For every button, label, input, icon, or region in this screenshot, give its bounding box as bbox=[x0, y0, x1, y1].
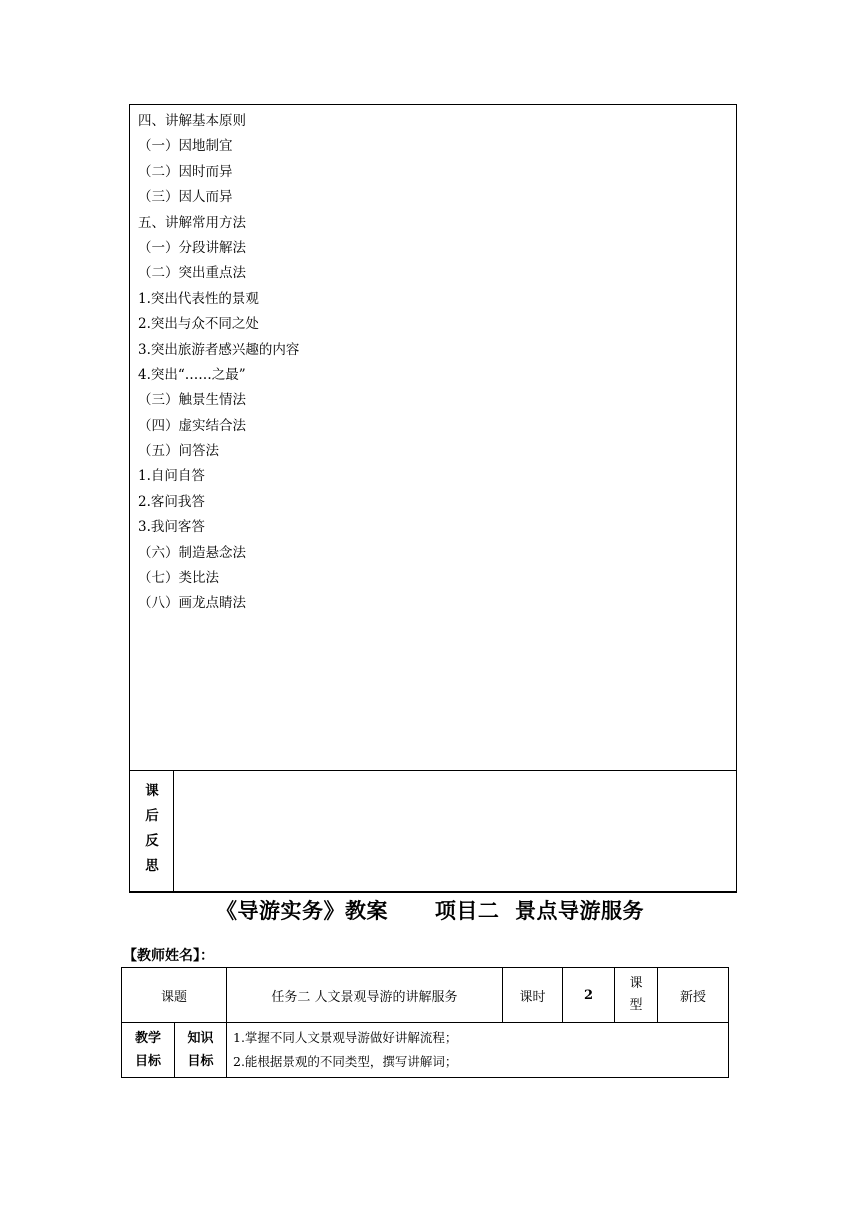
outline-item: （一）因地制宜 bbox=[138, 138, 233, 155]
lesson-table bbox=[121, 967, 729, 1078]
type-label bbox=[615, 968, 658, 1023]
reflection-label bbox=[130, 771, 174, 891]
outline-item: 2.客问我答 bbox=[138, 493, 205, 510]
type-label-char: 型 bbox=[629, 998, 643, 1013]
topic-value: 任务二 人文景观导游的讲解服务 bbox=[227, 968, 503, 1023]
outline-item: 1.自问自答 bbox=[138, 468, 205, 485]
outline-item: （三）触景生情法 bbox=[138, 392, 246, 409]
knowledge-goals bbox=[227, 1023, 729, 1078]
outline-item: 2.突出与众不同之处 bbox=[138, 316, 259, 333]
outline-item: （二）突出重点法 bbox=[138, 265, 246, 282]
document-title: 《导游实务》教案 项目二 景点导游服务 bbox=[216, 899, 644, 923]
outline-item: 3.我问客答 bbox=[138, 519, 205, 536]
outline-item: （五）问答法 bbox=[138, 443, 219, 460]
knowledge-goal-label-line: 目标 bbox=[187, 1054, 214, 1069]
outline-item: （三）因人而异 bbox=[138, 189, 233, 206]
reflection-content bbox=[180, 779, 728, 883]
outline-item: 五、讲解常用方法 bbox=[138, 214, 246, 231]
knowledge-goal-label bbox=[175, 1023, 227, 1078]
hours-value: 2 bbox=[563, 968, 615, 1023]
reflection-label-char: 后 bbox=[145, 808, 159, 824]
reflection-label-char: 思 bbox=[145, 858, 159, 874]
outline-item: （一）分段讲解法 bbox=[138, 239, 246, 256]
type-value: 新授 bbox=[658, 968, 729, 1023]
hours-label: 课时 bbox=[503, 968, 563, 1023]
teaching-goal-label bbox=[122, 1023, 175, 1078]
teaching-goal-label-line: 教学 bbox=[134, 1031, 161, 1046]
outline-item: 3.突出旅游者感兴趣的内容 bbox=[138, 341, 300, 358]
outline-item: 四、讲解基本原则 bbox=[138, 113, 246, 129]
outline-item: （六）制造悬念法 bbox=[138, 544, 246, 561]
goal-item: 1.掌握不同人文景观导游做好讲解流程； bbox=[233, 1030, 458, 1045]
knowledge-goal-label-line: 知识 bbox=[187, 1031, 214, 1046]
teacher-name-label: 【教师姓名】： bbox=[123, 948, 214, 964]
goal-item: 2.能根据景观的不同类型，撰写讲解词； bbox=[233, 1054, 458, 1069]
outline-cell bbox=[129, 104, 737, 771]
reflection-row bbox=[129, 770, 737, 893]
outline-list bbox=[138, 109, 299, 617]
outline-item: 1.突出代表性的景观 bbox=[138, 290, 259, 307]
reflection-label-char: 反 bbox=[145, 833, 159, 849]
outline-item: （七）类比法 bbox=[138, 570, 219, 587]
reflection-label-char: 课 bbox=[145, 783, 159, 799]
lesson-header-row bbox=[122, 968, 729, 1023]
teaching-goal-label-line: 目标 bbox=[134, 1054, 161, 1069]
outline-item: 4.突出“……之最” bbox=[138, 366, 246, 383]
outline-item: （八）画龙点睛法 bbox=[138, 595, 246, 612]
lesson-goal-row bbox=[122, 1023, 729, 1078]
type-label-char: 课 bbox=[629, 976, 643, 991]
outline-item: （四）虚实结合法 bbox=[138, 417, 246, 434]
topic-label: 课题 bbox=[122, 968, 227, 1023]
outline-item: （二）因时而异 bbox=[138, 163, 233, 180]
